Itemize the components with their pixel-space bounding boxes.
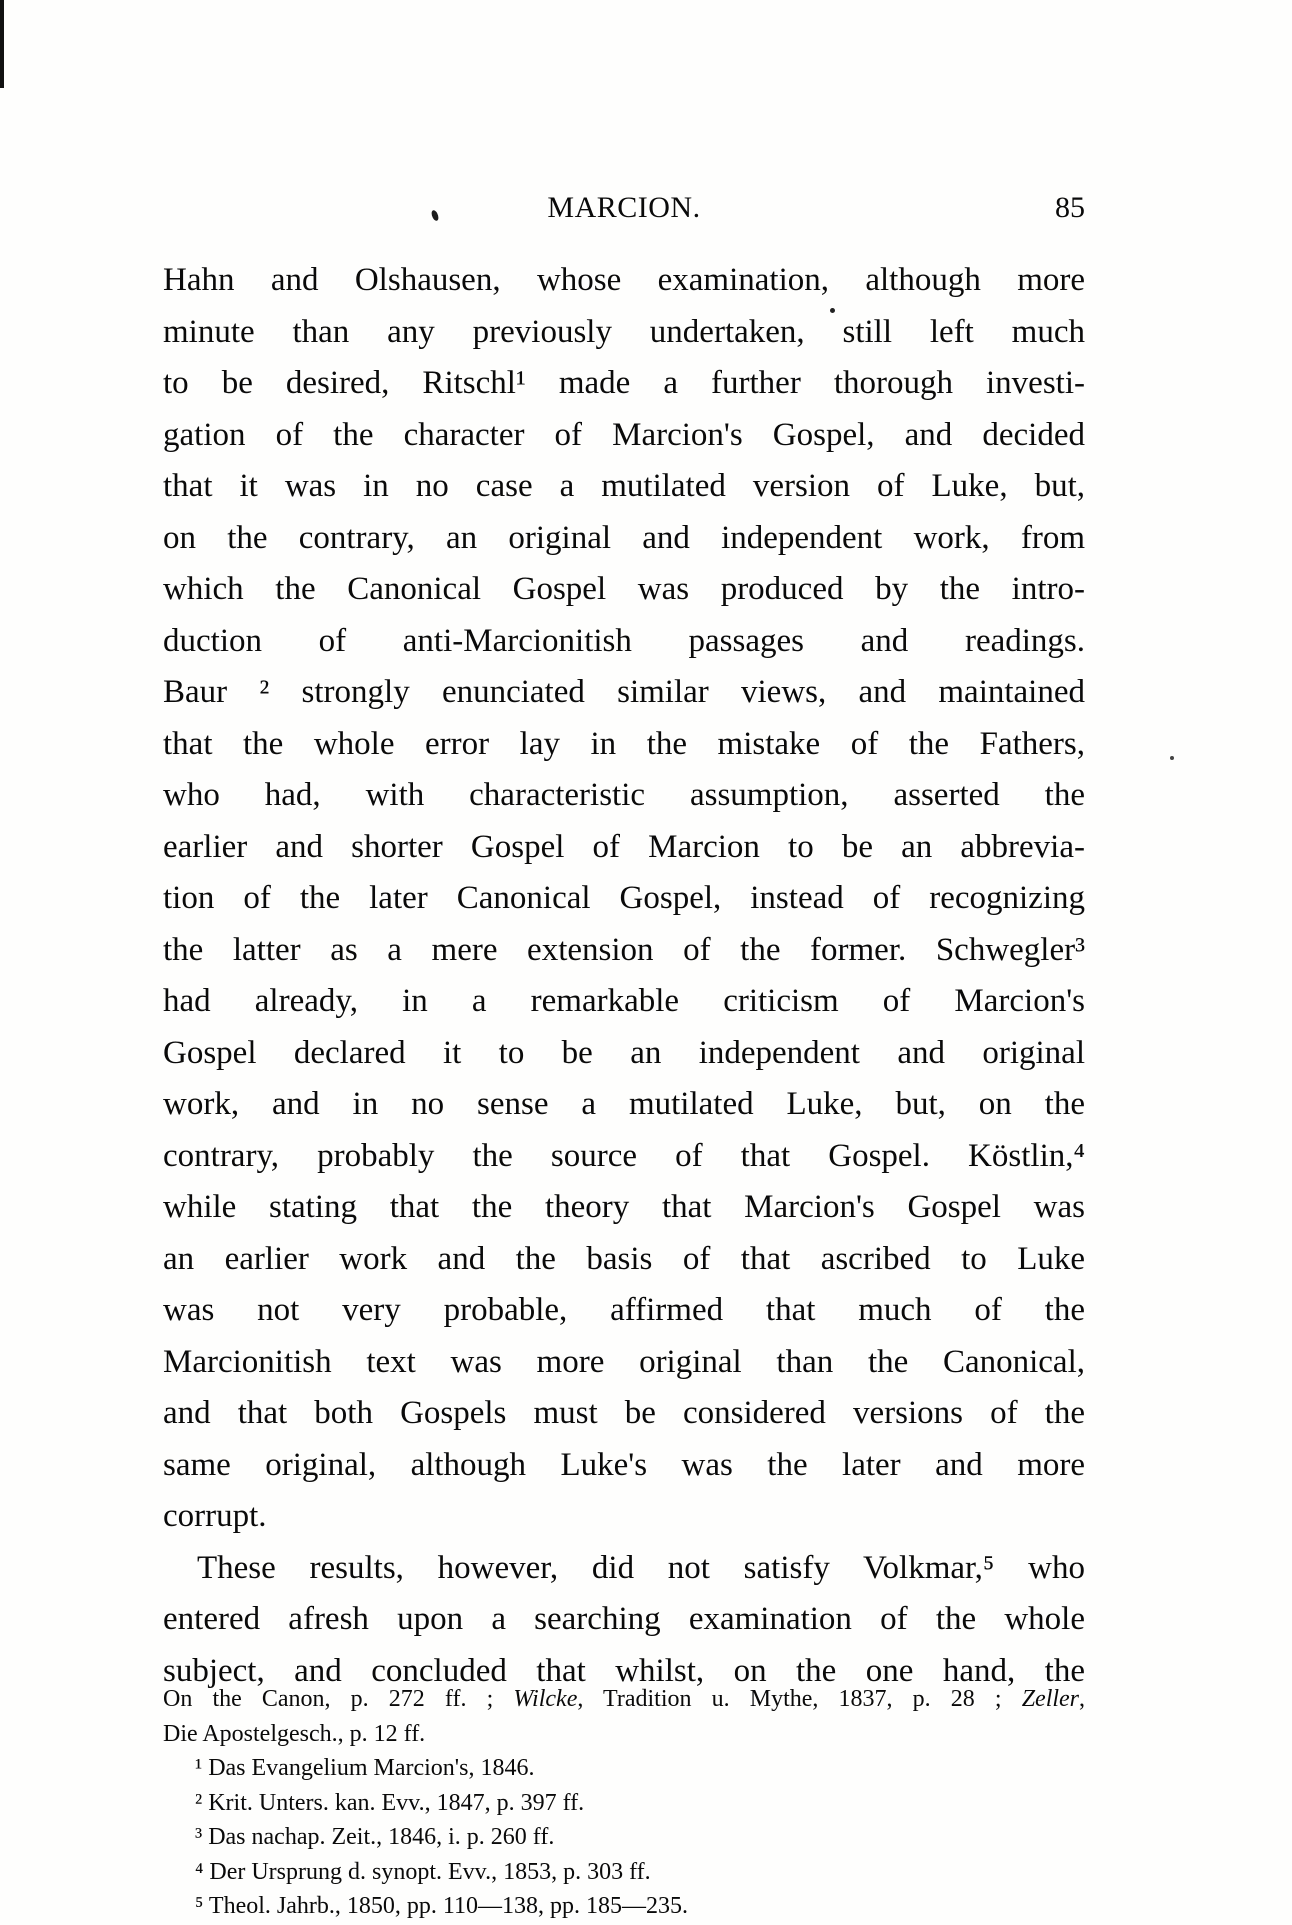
chapter-title: MARCION.	[547, 191, 701, 224]
footnote-text: On the Canon, p. 272 ff. ;	[163, 1686, 514, 1712]
body-line: the latter as a mere extension of the former. Schwegler³	[163, 931, 1085, 968]
body-line: and that both Gospels must be considered versions of the	[163, 1395, 1085, 1431]
footnote-4: ⁴ Der Ursprung d. synopt. Evv., 1853, p. 303 ff.	[195, 1858, 651, 1885]
footnote-5: ⁵ Theol. Jahrb., 1850, pp. 110—138, pp. 185—235.	[195, 1893, 689, 1919]
body-line: tion of the later Canonical Gospel, instead of recognizing	[163, 880, 1085, 916]
body-line: Baur ² strongly enunciated similar views, and maintained	[163, 674, 1085, 710]
footnote-continuation-line1	[163, 1682, 1085, 1717]
body-line: Hahn and Olshausen, whose examination, although more	[163, 262, 1085, 298]
body-line: while stating that the theory that Marcion's Gospel was	[163, 1189, 1085, 1225]
body-line: was not very probable, affirmed that much of the	[163, 1292, 1085, 1328]
scan-edge-artifact	[0, 0, 4, 88]
footnote-author-zeller: Zeller	[1021, 1686, 1080, 1712]
body-line: same original, although Luke's was the later and more	[163, 1446, 1085, 1483]
running-header	[163, 190, 1085, 230]
body-text	[163, 255, 1085, 1697]
body-line-paragraph-end: corrupt.	[163, 1498, 267, 1534]
footnote-2: ² Krit. Unters. kan. Evv., 1847, p. 397 ff.	[195, 1789, 585, 1816]
body-line: Marcionitish text was more original than the Canonical,	[163, 1343, 1085, 1380]
body-line: subject, and concluded that whilst, on the one hand, the	[163, 1652, 1085, 1689]
footnote-block	[163, 1682, 1085, 1924]
body-line: minute than any previously undertaken, still left much	[163, 313, 1085, 350]
body-line: an earlier work and the basis of that ascribed to Luke	[163, 1240, 1085, 1277]
footnote-3: ³ Das nachap. Zeit., 1846, i. p. 260 ff.	[195, 1824, 555, 1850]
body-line: that the whole error lay in the mistake of the Fathers,	[163, 725, 1085, 762]
body-line: that it was in no case a mutilated version of Luke, but,	[163, 468, 1085, 504]
body-line: duction of anti-Marcionitish passages and readings.	[163, 622, 1085, 659]
footnote-text: , Tradition u. Mythe, 1837, p. 28 ;	[577, 1686, 1022, 1712]
body-line: on the contrary, an original and independent work, from	[163, 519, 1085, 556]
body-line-paragraph-start: These results, however, did not satisfy Volkmar,⁵ who	[197, 1549, 1085, 1586]
body-line: earlier and shorter Gospel of Marcion to be an abbrevia-	[163, 828, 1085, 865]
body-line: gation of the character of Marcion's Gospel, and decided	[163, 416, 1085, 453]
body-line: work, and in no sense a mutilated Luke, but, on the	[163, 1086, 1085, 1122]
body-line: Gospel declared it to be an independent and original	[163, 1034, 1085, 1071]
footnote-1: ¹ Das Evangelium Marcion's, 1846.	[195, 1755, 535, 1781]
body-line: who had, with characteristic assumption, asserted the	[163, 777, 1085, 813]
page-number: 85	[1055, 191, 1085, 224]
body-line: which the Canonical Gospel was produced by the intro-	[163, 571, 1085, 607]
scan-dot-artifact	[1170, 756, 1174, 760]
body-line: had already, in a remarkable criticism of Marcion's	[163, 983, 1085, 1019]
body-line: contrary, probably the source of that Gospel. Köstlin,⁴	[163, 1137, 1085, 1174]
footnote-author-wilcke: Wilcke	[513, 1686, 578, 1712]
footnote-continuation-line2: Die Apostelgesch., p. 12 ff.	[163, 1720, 426, 1747]
footnote-text: ,	[1079, 1686, 1086, 1712]
body-line: to be desired, Ritschl¹ made a further thorough investi-	[163, 365, 1085, 401]
body-line: entered afresh upon a searching examination of the whole	[163, 1601, 1085, 1637]
